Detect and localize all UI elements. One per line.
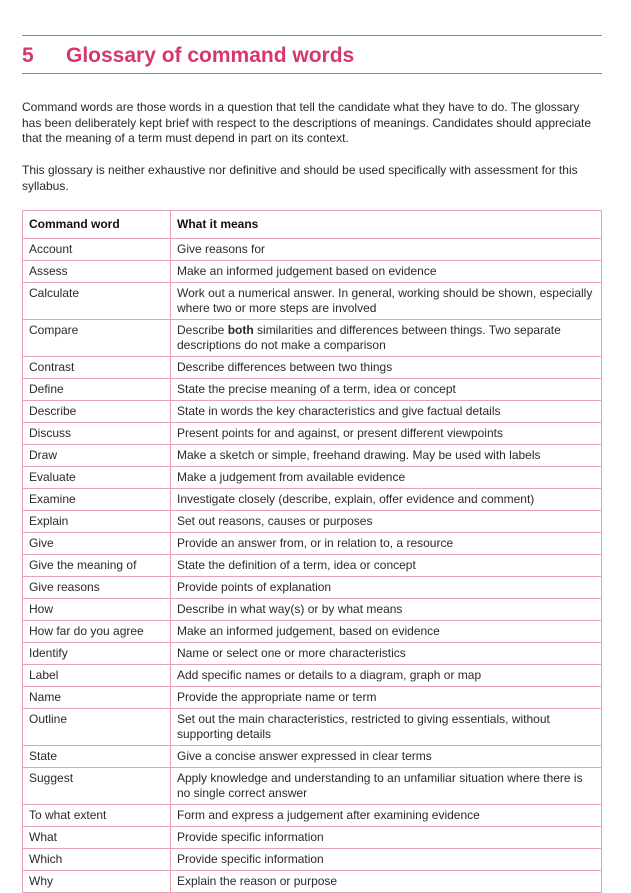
meaning-cell: Provide specific information bbox=[171, 827, 602, 849]
command-word-cell: What bbox=[23, 827, 171, 849]
command-word-cell: Explain bbox=[23, 511, 171, 533]
table-row bbox=[23, 665, 602, 687]
meaning-cell: Form and express a judgement after examining evidence bbox=[171, 805, 602, 827]
meaning-cell: Provide points of explanation bbox=[171, 577, 602, 599]
command-word-cell: Outline bbox=[23, 709, 171, 746]
command-word-cell: Account bbox=[23, 239, 171, 261]
command-word-cell: Give reasons bbox=[23, 577, 171, 599]
meaning-cell: Work out a numerical answer. In general, working should be shown, especially where two or more steps are involved bbox=[171, 283, 602, 320]
command-word-cell: Suggest bbox=[23, 768, 171, 805]
intro-paragraph-1: Command words are those words in a question that tell the candidate what they have to do. The glossary has been deliberately kept brief with respect to the descriptions of meanings. Candidates should appreciate that the meaning of a term must depend in part on its context. bbox=[22, 100, 592, 145]
meaning-cell: Give reasons for bbox=[171, 239, 602, 261]
intro-paragraph-2: This glossary is neither exhaustive nor definitive and should be used specifically with assessment for this syllabus. bbox=[22, 163, 578, 193]
bottom-rule bbox=[22, 73, 602, 74]
meaning-cell: Make an informed judgement, based on evidence bbox=[171, 621, 602, 643]
meaning-cell: Describe in what way(s) or by what means bbox=[171, 599, 602, 621]
meaning-cell: State the precise meaning of a term, idea or concept bbox=[171, 379, 602, 401]
column-header-command-word: Command word bbox=[23, 211, 171, 239]
meaning-cell bbox=[171, 320, 602, 357]
table-row bbox=[23, 687, 602, 709]
table-row bbox=[23, 283, 602, 320]
section-number: 5 bbox=[22, 44, 34, 67]
command-word-cell: Give bbox=[23, 533, 171, 555]
table-row bbox=[23, 746, 602, 768]
meaning-cell: Explain the reason or purpose bbox=[171, 871, 602, 893]
meaning-cell: Set out the main characteristics, restricted to giving essentials, without supporting details bbox=[171, 709, 602, 746]
glossary-table-body bbox=[23, 239, 602, 893]
top-rule bbox=[22, 35, 602, 36]
command-word-cell: Evaluate bbox=[23, 467, 171, 489]
command-word-cell: Calculate bbox=[23, 283, 171, 320]
command-word-cell: Name bbox=[23, 687, 171, 709]
command-word-cell: Examine bbox=[23, 489, 171, 511]
table-row bbox=[23, 261, 602, 283]
meaning-cell: Provide specific information bbox=[171, 849, 602, 871]
meaning-cell: Set out reasons, causes or purposes bbox=[171, 511, 602, 533]
table-row bbox=[23, 577, 602, 599]
table-row bbox=[23, 643, 602, 665]
table-row bbox=[23, 445, 602, 467]
meaning-cell: Present points for and against, or present different viewpoints bbox=[171, 423, 602, 445]
section-title: Glossary of command words bbox=[66, 44, 355, 67]
command-word-cell: How bbox=[23, 599, 171, 621]
table-row bbox=[23, 320, 602, 357]
meaning-cell: Describe differences between two things bbox=[171, 357, 602, 379]
meaning-cell: Provide an answer from, or in relation to, a resource bbox=[171, 533, 602, 555]
meaning-cell: Give a concise answer expressed in clear terms bbox=[171, 746, 602, 768]
meaning-emphasis: both bbox=[227, 323, 254, 337]
command-word-cell: Why bbox=[23, 871, 171, 893]
table-row bbox=[23, 357, 602, 379]
table-row bbox=[23, 709, 602, 746]
meaning-cell: Make an informed judgement based on evidence bbox=[171, 261, 602, 283]
command-word-cell: Discuss bbox=[23, 423, 171, 445]
command-word-cell: Contrast bbox=[23, 357, 171, 379]
meaning-cell: Apply knowledge and understanding to an unfamiliar situation where there is no single correct answer bbox=[171, 768, 602, 805]
command-word-cell: Define bbox=[23, 379, 171, 401]
command-word-cell: Compare bbox=[23, 320, 171, 357]
table-row bbox=[23, 555, 602, 577]
meaning-cell: Add specific names or details to a diagram, graph or map bbox=[171, 665, 602, 687]
table-row bbox=[23, 489, 602, 511]
table-row bbox=[23, 599, 602, 621]
meaning-cell: Investigate closely (describe, explain, offer evidence and comment) bbox=[171, 489, 602, 511]
command-word-cell: Describe bbox=[23, 401, 171, 423]
meaning-cell: Provide the appropriate name or term bbox=[171, 687, 602, 709]
table-row bbox=[23, 621, 602, 643]
table-row bbox=[23, 871, 602, 893]
command-word-cell: Which bbox=[23, 849, 171, 871]
meaning-cell: State in words the key characteristics and give factual details bbox=[171, 401, 602, 423]
table-row bbox=[23, 401, 602, 423]
meaning-cell: Make a judgement from available evidence bbox=[171, 467, 602, 489]
glossary-table bbox=[22, 210, 602, 893]
meaning-cell: Name or select one or more characteristics bbox=[171, 643, 602, 665]
table-row bbox=[23, 849, 602, 871]
meaning-text: Describe bbox=[177, 323, 228, 337]
table-row bbox=[23, 379, 602, 401]
meaning-cell: State the definition of a term, idea or concept bbox=[171, 555, 602, 577]
section-heading bbox=[22, 42, 354, 70]
table-row bbox=[23, 239, 602, 261]
command-word-cell: State bbox=[23, 746, 171, 768]
command-word-cell: Give the meaning of bbox=[23, 555, 171, 577]
command-word-cell: To what extent bbox=[23, 805, 171, 827]
command-word-cell: Assess bbox=[23, 261, 171, 283]
command-word-cell: Label bbox=[23, 665, 171, 687]
table-row bbox=[23, 805, 602, 827]
meaning-text: similarities and differences between things. Two separate descriptions do not make a comparison bbox=[177, 323, 565, 352]
table-row bbox=[23, 423, 602, 445]
column-header-meaning: What it means bbox=[171, 211, 602, 239]
command-word-cell: Identify bbox=[23, 643, 171, 665]
table-row bbox=[23, 768, 602, 805]
command-word-cell: How far do you agree bbox=[23, 621, 171, 643]
table-row bbox=[23, 827, 602, 849]
meaning-cell: Make a sketch or simple, freehand drawing. May be used with labels bbox=[171, 445, 602, 467]
table-row bbox=[23, 467, 602, 489]
table-row bbox=[23, 533, 602, 555]
table-header-row bbox=[23, 211, 602, 239]
command-word-cell: Draw bbox=[23, 445, 171, 467]
table-row bbox=[23, 511, 602, 533]
